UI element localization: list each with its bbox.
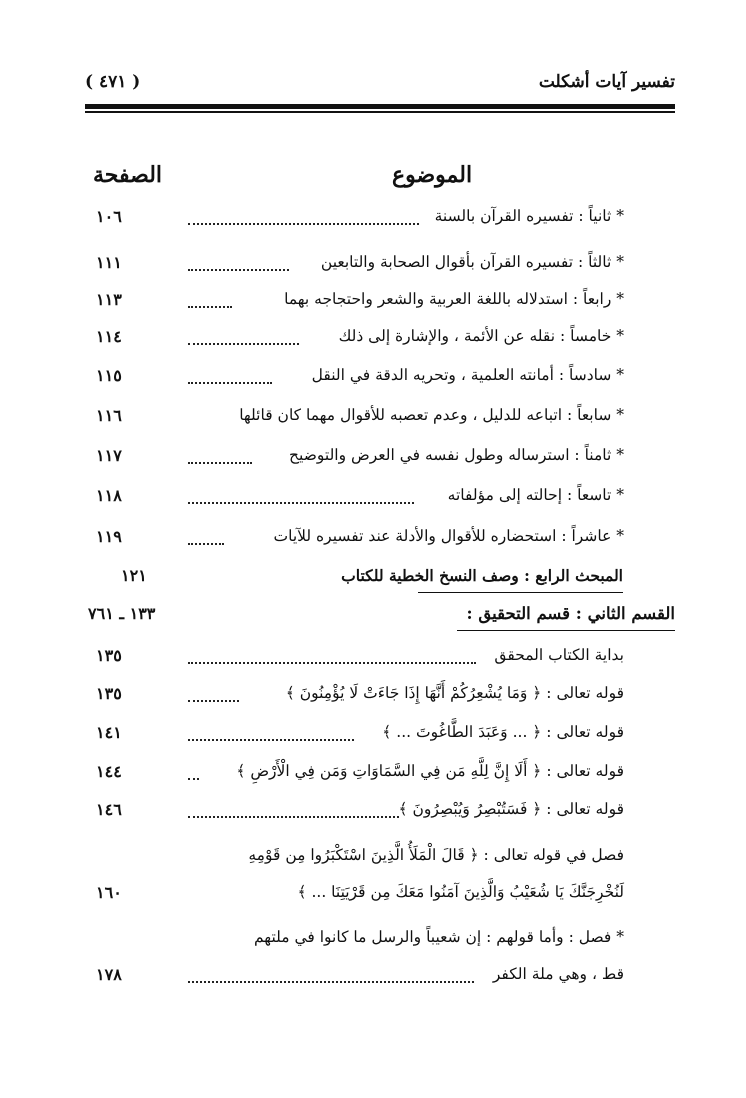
toc-entry-page: ١١٩ xyxy=(96,527,122,546)
toc-entry xyxy=(96,327,624,357)
dot-leader xyxy=(188,816,399,818)
toc-entry-page: ١١٤ xyxy=(96,327,122,346)
part-underline xyxy=(457,630,675,631)
dot-leader xyxy=(188,778,199,780)
toc-entry-text: * ثامناً : استرساله وطول نفسه في العرض والتوضيح xyxy=(289,446,624,464)
toc-entry-text: لَنُخْرِجَنَّكَ يَا شُعَيْبُ وَالَّذِينَ آمَنُوا مَعَكَ مِن قَرْيَتِنَا ... ﴾ xyxy=(297,883,624,901)
toc-entry-page: ١١١ xyxy=(96,253,122,272)
page-number: ( ٤٧١ ) xyxy=(85,72,141,92)
toc-entry xyxy=(96,446,624,476)
toc-entry-text: قط ، وهي ملة الكفر xyxy=(492,965,624,983)
toc-entry-text: * سابعاً : اتباعه للدليل ، وعدم تعصبه للأقوال مهما كان قائلها xyxy=(239,406,624,424)
toc-entry xyxy=(96,486,624,516)
toc-entry-page: ١٤٤ xyxy=(96,762,122,781)
toc-entry xyxy=(96,684,624,714)
toc-part-entry xyxy=(88,604,675,634)
toc-entry-page: ١١٦ xyxy=(96,406,122,425)
toc-entry-text: فصل في قوله تعالى : ﴿ قَالَ الْمَلَأُ الَّذِينَ اسْتَكْبَرُوا مِن قَوْمِهِ xyxy=(248,846,624,864)
toc-section-entry xyxy=(88,566,675,596)
toc-entry-text: قوله تعالى : ﴿ ... وَعَبَدَ الطَّاغُوتَ ... ﴾ xyxy=(382,723,624,741)
toc-entry-page: ١٣٣ ـ ٧٦١ xyxy=(88,604,156,623)
toc-entry-text: * فصل : وأما قولهم : إن شعيباً والرسل ما كانوا في ملتهم xyxy=(253,928,624,946)
dot-leader xyxy=(188,543,224,545)
toc-entry-page: ١١٣ xyxy=(96,290,122,309)
toc-entry-text: * عاشراً : استحضاره للأقوال والأدلة عند تفسيره للآيات xyxy=(273,527,624,545)
dot-leader xyxy=(188,382,272,384)
toc-entry-text: * ثانياً : تفسيره القرآن بالسنة xyxy=(434,207,624,225)
toc-entry-page: ١٧٨ xyxy=(96,965,122,984)
dot-leader xyxy=(188,269,289,271)
section-underline xyxy=(418,592,623,593)
toc-entry-text: قوله تعالى : ﴿ فَسَتُبْصِرُ وَيُبْصِرُونَ ﴾ xyxy=(398,800,624,818)
toc-entry xyxy=(96,366,624,396)
toc-entry xyxy=(96,207,624,237)
dot-leader xyxy=(188,700,239,702)
toc-entry-text: * رابعاً : استدلاله باللغة العربية والشعر واحتجاجه بهما xyxy=(284,290,624,308)
toc-entry-page: ١١٥ xyxy=(96,366,122,385)
toc-entry-text: * خامساً : نقله عن الأئمة ، والإشارة إلى ذلك xyxy=(338,327,624,345)
toc-entry xyxy=(96,406,624,436)
toc-entry-text: قوله تعالى : ﴿ أَلَا إِنَّ لِلَّهِ مَن فِي السَّمَاوَاتِ وَمَن فِي الْأَرْضِ ﴾ xyxy=(236,762,624,780)
toc-section-text: المبحث الرابع : وصف النسخ الخطية للكتاب xyxy=(341,566,623,585)
toc-entry xyxy=(96,883,624,913)
dot-leader xyxy=(188,462,252,464)
toc-entry xyxy=(96,928,624,958)
dot-leader xyxy=(188,306,232,308)
toc-entry xyxy=(96,723,624,753)
running-header xyxy=(85,72,675,100)
dot-leader xyxy=(188,662,476,664)
page-column-heading: الصفحة xyxy=(93,162,163,188)
dot-leader xyxy=(188,502,414,504)
dot-leader xyxy=(188,343,299,345)
toc-entry-page: ١٢١ xyxy=(121,566,147,585)
toc-entry-text: * ثالثاً : تفسيره القرآن بأقوال الصحابة والتابعين xyxy=(320,253,624,271)
toc-entry-page: ١١٨ xyxy=(96,486,122,505)
header-rule-thin xyxy=(85,111,675,113)
toc-entry xyxy=(96,965,624,995)
header-rule-thick xyxy=(85,104,675,109)
toc-entry-text: * تاسعاً : إحالته إلى مؤلفاته xyxy=(447,486,624,504)
subject-column-heading: الموضوع xyxy=(392,162,473,188)
toc-entry-text: قوله تعالى : ﴿ وَمَا يُشْعِرُكُمْ أَنَّهَا إِذَا جَاءَتْ لَا يُؤْمِنُونَ ﴾ xyxy=(285,684,624,702)
toc-entry-page: ١٣٥ xyxy=(96,684,122,703)
dot-leader xyxy=(188,223,419,225)
toc-entry-page: ١٠٦ xyxy=(96,207,122,226)
toc-entry-text: بداية الكتاب المحقق xyxy=(494,646,624,664)
toc-entry xyxy=(96,800,624,830)
toc-entry xyxy=(96,527,624,557)
toc-entry-page: ١٤٦ xyxy=(96,800,122,819)
dot-leader xyxy=(188,981,474,983)
dot-leader xyxy=(188,739,354,741)
toc-entry-page: ١١٧ xyxy=(96,446,122,465)
toc-entry xyxy=(96,253,624,283)
toc-entry xyxy=(96,846,624,876)
book-title: تفسير آيات أشكلت xyxy=(538,72,675,92)
toc-entry-text: * سادساً : أمانته العلمية ، وتحريه الدقة في النقل xyxy=(311,366,624,384)
toc-entry-page: ١٣٥ xyxy=(96,646,122,665)
toc-part-text: القسم الثاني : قسم التحقيق : xyxy=(466,604,675,623)
toc-entry-page: ١٤١ xyxy=(96,723,122,742)
toc-entry xyxy=(96,762,624,792)
toc-entry xyxy=(96,290,624,320)
toc-entry xyxy=(96,646,624,676)
toc-entry-page: ١٦٠ xyxy=(96,883,122,902)
